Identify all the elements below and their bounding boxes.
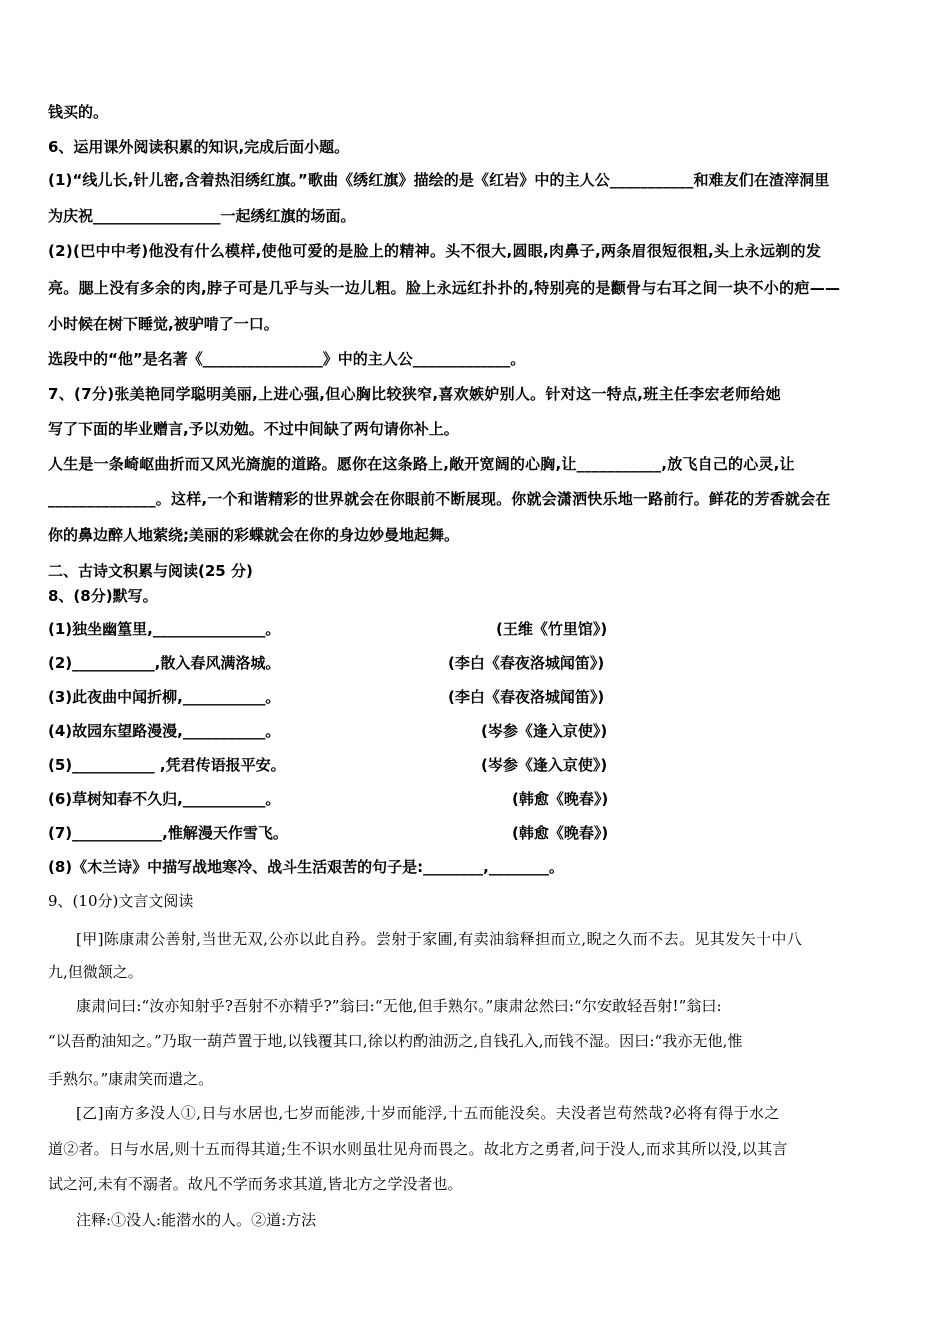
text-line: 你的鼻边醉人地萦绕;美丽的彩蝶就会在你的身边妙曼地起舞。 — [48, 526, 460, 544]
passage-jia-line: 康肃问曰:“汝亦知射乎?吾射不亦精乎?”翁曰:“无他,但手熟尔。”康肃忿然曰:“尔安敢轻吾射!”翁曰: — [76, 997, 722, 1015]
recite-source-3: (李白《春夜洛城闻笛》) — [448, 688, 605, 706]
text-line: (1)“线儿长,针儿密,含着热泪绣红旗。”歌曲《绣红旗》描绘的是《红岩》中的主人公___________和难友们在渣滓洞里 — [48, 171, 830, 189]
passage-jia-line: “以吾酌油知之。”乃取一葫芦置于地,以钱覆其口,徐以杓酌油沥之,自钱孔入,而钱不湿。因曰:“我亦无他,惟 — [48, 1032, 743, 1050]
text-line: 为庆祝_________________一起绣红旗的场面。 — [48, 207, 356, 225]
recite-item-6: (6)草树知春不久归,___________。 — [48, 790, 281, 808]
text-line: 选段中的“他”是名著《________________》中的主人公_____________。 — [48, 350, 526, 368]
recite-source-1: (王维《竹里馆》) — [496, 620, 608, 638]
recite-source-2: (李白《春夜洛城闻笛》) — [448, 654, 605, 672]
text-line: 写了下面的毕业赠言,予以劝勉。不过中间缺了两句请你补上。 — [48, 420, 459, 438]
passage-jia-line: [甲]陈康肃公善射,当世无双,公亦以此自矜。尝射于家圃,有卖油翁释担而立,睨之久而不去。见其发矢十中八 — [76, 930, 803, 948]
recite-item-2: (2)___________,散入春风满洛城。 — [48, 654, 281, 672]
recite-item-5: (5)___________ ,凭君传语报平安。 — [48, 756, 286, 774]
recite-source-4: (岑参《逢入京使》) — [481, 722, 608, 740]
passage-jia-line: 手熟尔。”康肃笑而遣之。 — [48, 1070, 214, 1088]
passage-jia-line: 九,但微颔之。 — [48, 963, 143, 981]
text-line: 钱买的。 — [48, 103, 109, 121]
recite-item-8: (8)《木兰诗》中描写战地寒冷、战斗生活艰苦的句子是:________,________。 — [48, 858, 564, 876]
passage-notes: 注释:①没人:能潜水的人。②道:方法 — [76, 1211, 317, 1229]
question-9-heading: 9、(10分)文言文阅读 — [48, 892, 194, 910]
question-8-heading: 8、(8分)默写。 — [48, 587, 158, 605]
recite-source-6: (韩愈《晚春》) — [512, 790, 609, 808]
recite-item-3: (3)此夜曲中闻折柳,___________。 — [48, 688, 281, 706]
text-line: (2)(巴中中考)他没有什么模样,使他可爱的是脸上的精神。头不很大,圆眼,肉鼻子,两条眉很短很粗,头上永远剃的发 — [48, 242, 822, 260]
recite-item-1: (1)独坐幽篁里,_______________。 — [48, 620, 281, 638]
recite-item-7: (7)____________,惟解漫天作雪飞。 — [48, 824, 288, 842]
text-line: ______________。这样,一个和谐精彩的世界就会在你眼前不断展现。你就会潇洒快乐地一路前行。鲜花的芳香就会在 — [48, 490, 831, 508]
passage-yi-line: 道②者。日与水居,则十五而得其道;生不识水则虽壮见舟而畏之。故北方之勇者,问于没人,而求其所以没,以其言 — [48, 1140, 788, 1158]
text-line: 亮。腮上没有多余的肉,脖子可是几乎与头一边儿粗。脸上永远红扑扑的,特别亮的是颧骨与右耳之间一块不小的疤—— — [48, 279, 841, 297]
question-7-heading: 7、(7分)张美艳同学聪明美丽,上进心强,但心胸比较狭窄,喜欢嫉妒别人。针对这一特点,班主任李宏老师给她 — [48, 385, 781, 403]
question-6-heading: 6、运用课外阅读积累的知识,完成后面小题。 — [48, 138, 350, 156]
recite-source-7: (韩愈《晚春》) — [512, 824, 609, 842]
passage-yi-line: [乙]南方多没人①,日与水居也,七岁而能涉,十岁而能浮,十五而能没矣。夫没者岂苟然哉?必将有得于水之 — [76, 1104, 780, 1122]
passage-yi-line: 试之河,未有不溺者。故凡不学而务求其道,皆北方之学没者也。 — [48, 1175, 463, 1193]
text-line: 小时候在树下睡觉,被驴啃了一口。 — [48, 315, 279, 333]
recite-item-4: (4)故园东望路漫漫,___________。 — [48, 722, 281, 740]
section-2-heading: 二、古诗文积累与阅读(25 分) — [48, 562, 253, 580]
text-line: 人生是一条崎岖曲折而又风光旖旎的道路。愿你在这条路上,敞开宽阔的心胸,让___________,放飞自己的心灵,让 — [48, 455, 795, 473]
recite-source-5: (岑参《逢入京使》) — [481, 756, 608, 774]
